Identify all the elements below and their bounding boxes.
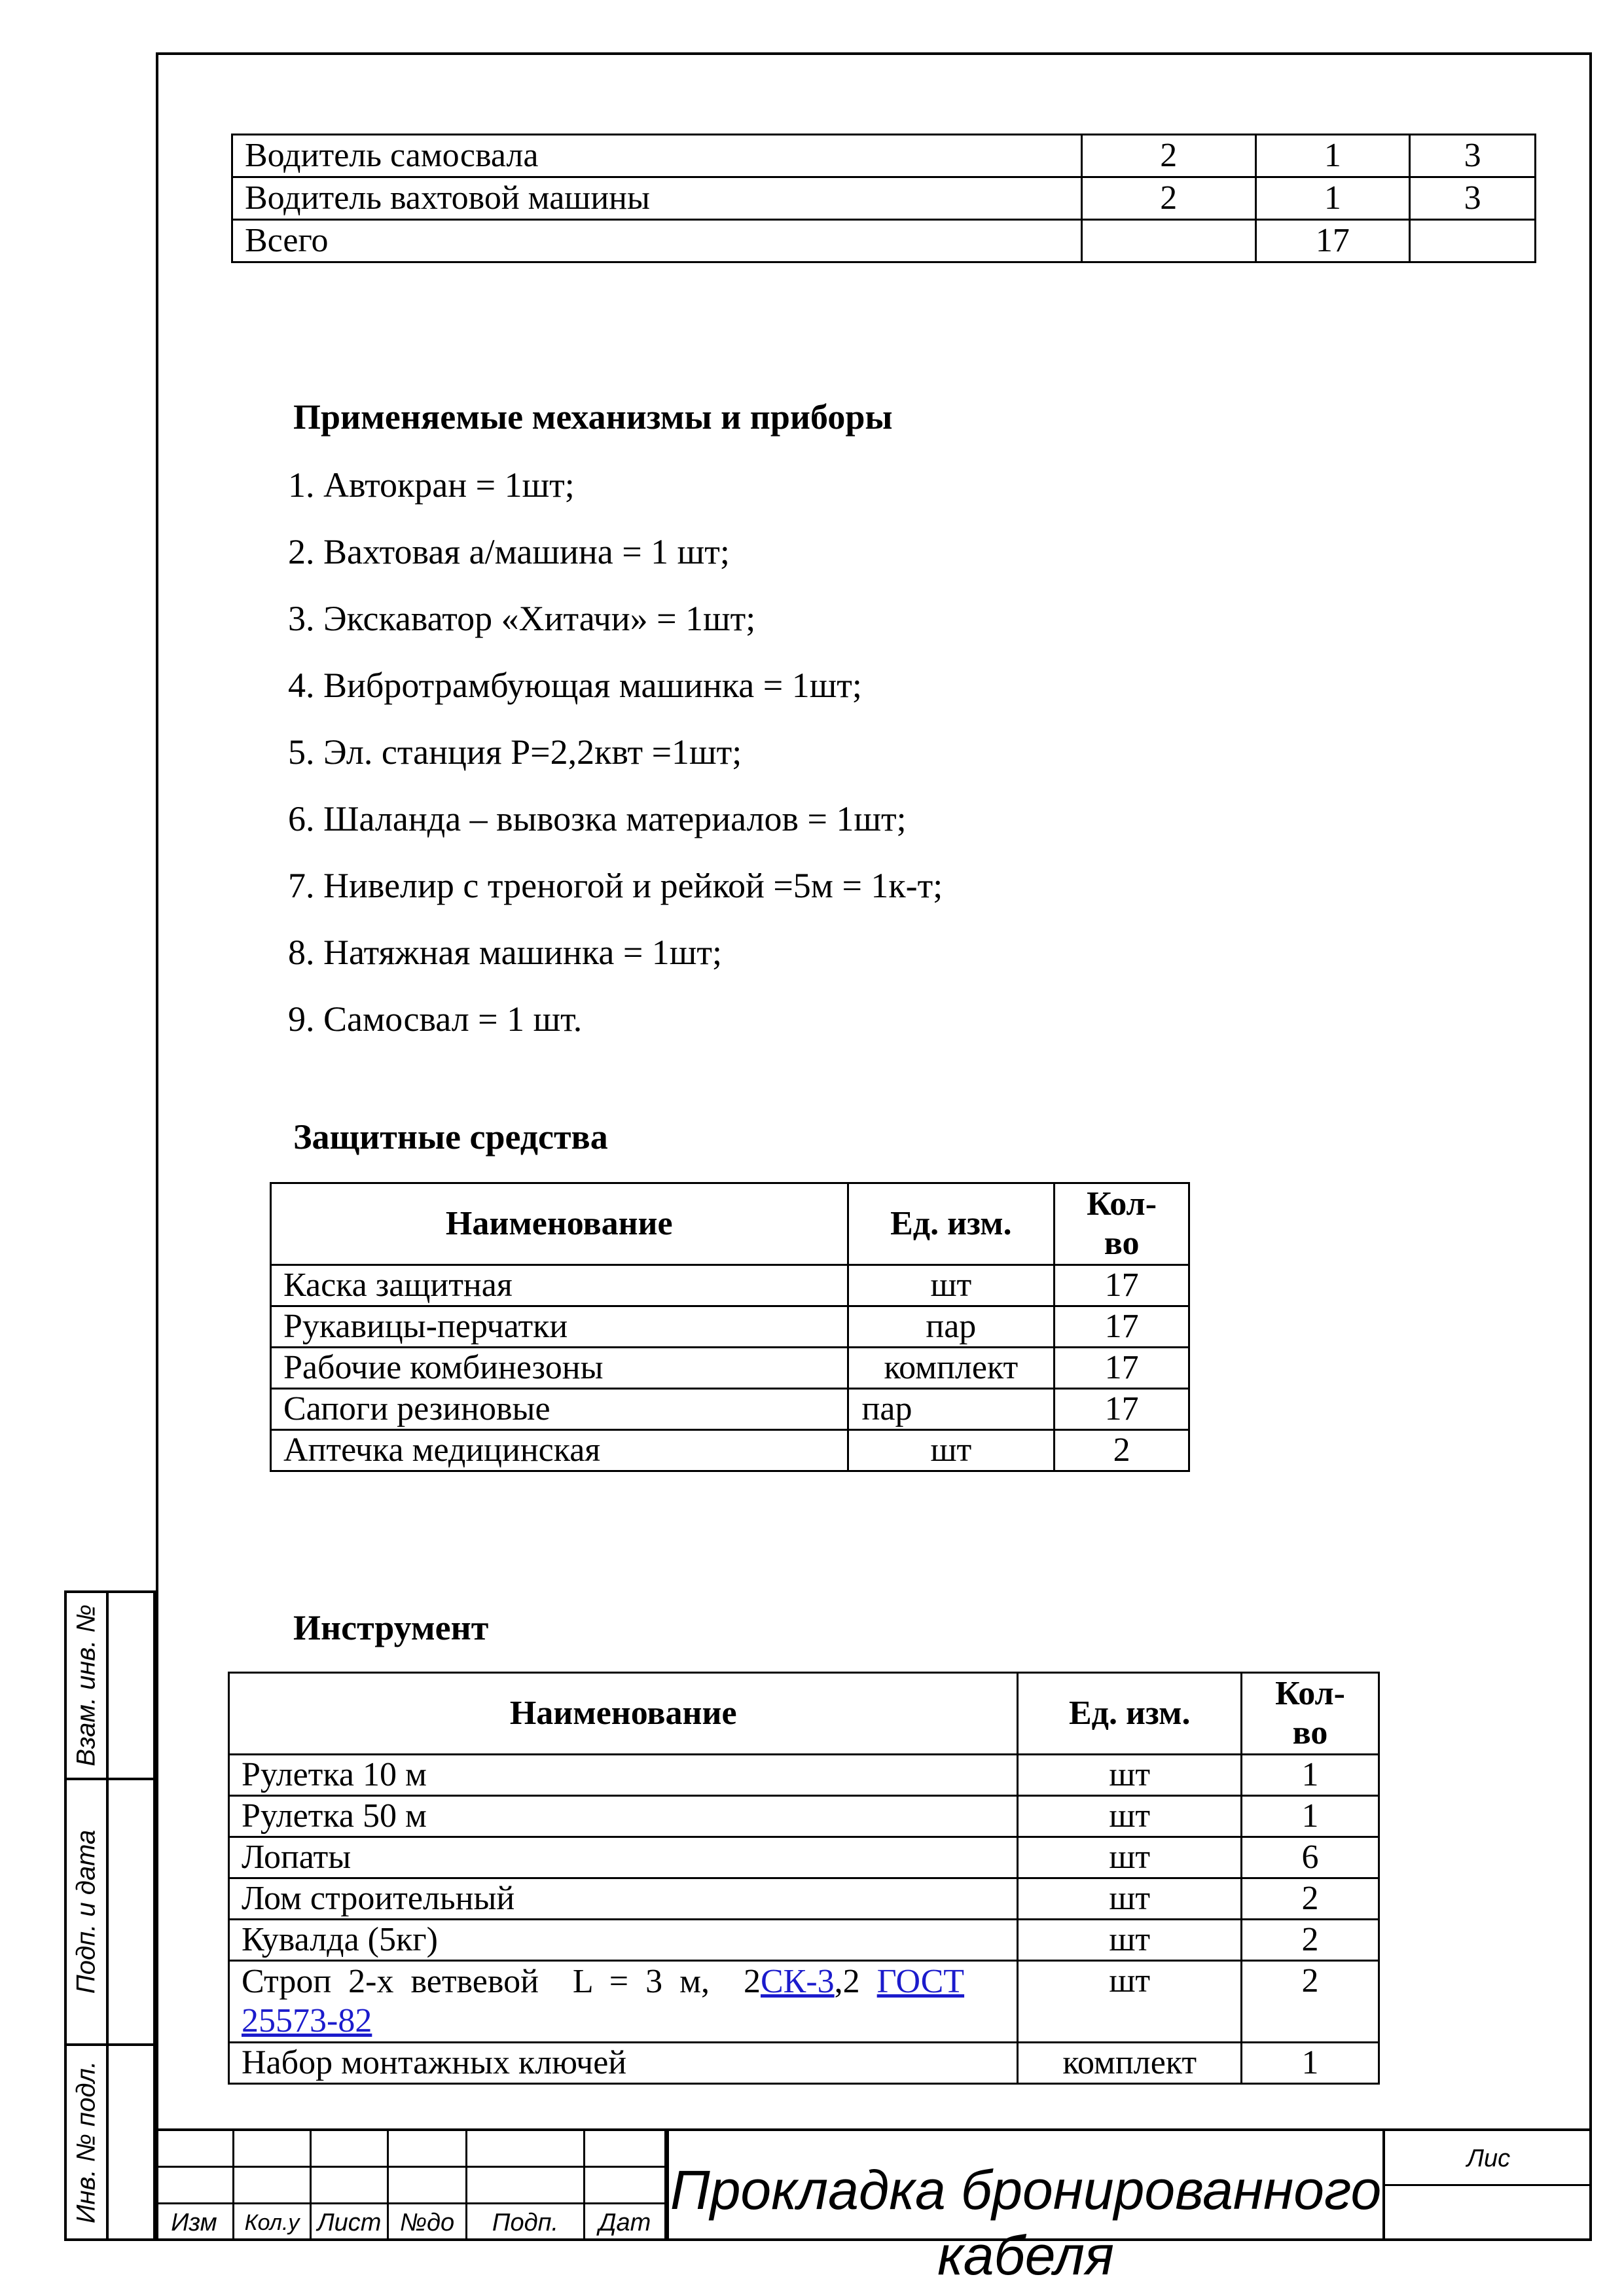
cell-qty: 2	[1242, 1961, 1379, 2043]
cell-value: 3	[1410, 135, 1536, 177]
cell-unit: шт	[1018, 1837, 1242, 1878]
cell-value	[1081, 220, 1255, 262]
col-label-doc-number: №до	[389, 2204, 467, 2241]
list-item: 2. Вахтовая а/машина = 1 шт;	[288, 532, 730, 571]
table-row	[271, 1265, 1189, 1306]
list-item: 8. Натяжная машинка = 1шт;	[288, 933, 722, 972]
protective-table	[270, 1182, 1190, 1472]
table-header-row	[229, 1673, 1379, 1755]
document-title: Прокладка бронированного кабеля	[666, 2131, 1385, 2241]
col-label-sheet: Лист	[312, 2204, 389, 2241]
col-header-qty: Кол-во	[1055, 1183, 1189, 1265]
cell-name: Рулетка 50 м	[229, 1796, 1018, 1837]
cell-name	[229, 1961, 1018, 2043]
side-stamp-sign-date	[64, 1778, 156, 2046]
protective-title: Защитные средства	[293, 1117, 608, 1157]
cell-name: Лом строительный	[229, 1878, 1018, 1920]
col-label-signature: Подп.	[467, 2204, 585, 2241]
col-header-unit: Ед. изм.	[848, 1183, 1055, 1265]
table-row	[229, 1755, 1379, 1796]
cell-value: 2	[1081, 135, 1255, 177]
table-row	[271, 1430, 1189, 1471]
side-stamp-replaced-inv	[64, 1590, 156, 1780]
side-label: Взам. инв. №	[71, 1604, 101, 1767]
cell-qty: 17	[1055, 1306, 1189, 1348]
cell-name: Рукавицы-перчатки	[271, 1306, 848, 1348]
cell-name: Рабочие комбинезоны	[271, 1348, 848, 1389]
cell-name: Водитель вахтовой машины	[232, 177, 1082, 220]
sheet-label: Лис	[1385, 2131, 1592, 2186]
table-row	[232, 177, 1536, 220]
cell-qty: 6	[1242, 1837, 1379, 1878]
cell-name: Кувалда (5кг)	[229, 1920, 1018, 1961]
cell-qty: 2	[1242, 1878, 1379, 1920]
cell-name: Рулетка 10 м	[229, 1755, 1018, 1796]
mechanisms-list	[288, 452, 943, 1052]
cell-name: Сапоги резиновые	[271, 1389, 848, 1430]
col-label-count: Кол.у	[234, 2204, 312, 2241]
cell-unit: пар	[848, 1306, 1055, 1348]
table-row	[271, 1389, 1189, 1430]
cell-name: Водитель самосвала	[232, 135, 1082, 177]
cell-unit: шт	[1018, 1878, 1242, 1920]
col-header-name: Наименование	[271, 1183, 848, 1265]
table-row	[232, 135, 1536, 177]
cell-qty: 17	[1055, 1265, 1189, 1306]
list-item: 3. Экскаватор «Хитачи» = 1шт;	[288, 599, 756, 638]
table-row	[229, 1961, 1379, 2043]
cell-value: 1	[1255, 135, 1410, 177]
cell-name: Каска защитная	[271, 1265, 848, 1306]
cell-name: Набор монтажных ключей	[229, 2043, 1018, 2084]
table-row	[232, 220, 1536, 262]
sling-text-mid: ,2	[834, 1963, 877, 2000]
list-item: 1. Автокран = 1шт;	[288, 465, 575, 505]
cell-unit: комплект	[1018, 2043, 1242, 2084]
table-header-row	[271, 1183, 1189, 1265]
col-header-unit: Ед. изм.	[1018, 1673, 1242, 1755]
cell-unit: шт	[848, 1265, 1055, 1306]
cell-qty: 1	[1242, 1796, 1379, 1837]
list-item: 4. Вибротрамбующая машинка = 1шт;	[288, 666, 862, 705]
col-label-change: Изм	[156, 2204, 234, 2241]
table-row	[271, 1306, 1189, 1348]
cell-qty: 1	[1242, 1755, 1379, 1796]
link-sk3[interactable]: СК-3	[760, 1963, 835, 2000]
list-item: 7. Нивелир с треногой и рейкой =5м = 1к-т;	[288, 866, 943, 905]
cell-unit: комплект	[848, 1348, 1055, 1389]
cell-qty: 17	[1055, 1348, 1189, 1389]
link-gost-number[interactable]: 25573-82	[242, 2002, 372, 2039]
cell-qty: 2	[1055, 1430, 1189, 1471]
side-label: Инв. № подл.	[71, 2060, 101, 2224]
cell-unit: пар	[848, 1389, 1055, 1430]
table-row	[229, 1920, 1379, 1961]
table-row	[229, 1878, 1379, 1920]
cell-value: 1	[1255, 177, 1410, 220]
table-row	[271, 1348, 1189, 1389]
table-row	[229, 1837, 1379, 1878]
revision-grid	[156, 2131, 666, 2241]
staff-table	[231, 134, 1536, 263]
table-row	[229, 2043, 1379, 2084]
tools-table	[228, 1672, 1380, 2085]
list-item: 9. Самосвал = 1 шт.	[288, 999, 583, 1039]
cell-value	[1410, 220, 1536, 262]
sheet-box	[1385, 2131, 1592, 2241]
col-header-qty: Кол-во	[1242, 1673, 1379, 1755]
title-block	[156, 2128, 1592, 2286]
cell-qty: 2	[1242, 1920, 1379, 1961]
list-item: 5. Эл. станция Р=2,2квт =1шт;	[288, 732, 742, 772]
cell-value: 2	[1081, 177, 1255, 220]
tools-title: Инструмент	[293, 1608, 489, 1647]
side-stamp-orig-inv	[64, 2043, 156, 2241]
cell-unit: шт	[848, 1430, 1055, 1471]
cell-unit: шт	[1018, 1796, 1242, 1837]
table-row	[229, 1796, 1379, 1837]
mechanisms-title: Применяемые механизмы и приборы	[293, 397, 893, 437]
sling-text: Строп 2-х ветвевой L = 3 м, 2	[242, 1963, 761, 2000]
col-header-name: Наименование	[229, 1673, 1018, 1755]
cell-name: Лопаты	[229, 1837, 1018, 1878]
link-gost[interactable]: ГОСТ	[876, 1963, 965, 2000]
list-item: 6. Шаланда – вывозка материалов = 1шт;	[288, 799, 907, 838]
cell-unit: шт	[1018, 1920, 1242, 1961]
col-label-date: Дат	[585, 2204, 666, 2241]
cell-value: 17	[1255, 220, 1410, 262]
cell-qty: 1	[1242, 2043, 1379, 2084]
cell-name: Всего	[232, 220, 1082, 262]
cell-qty: 17	[1055, 1389, 1189, 1430]
cell-name: Аптечка медицинская	[271, 1430, 848, 1471]
cell-unit: шт	[1018, 1961, 1242, 2043]
cell-value: 3	[1410, 177, 1536, 220]
side-label: Подп. и дата	[71, 1829, 101, 1994]
cell-unit: шт	[1018, 1755, 1242, 1796]
